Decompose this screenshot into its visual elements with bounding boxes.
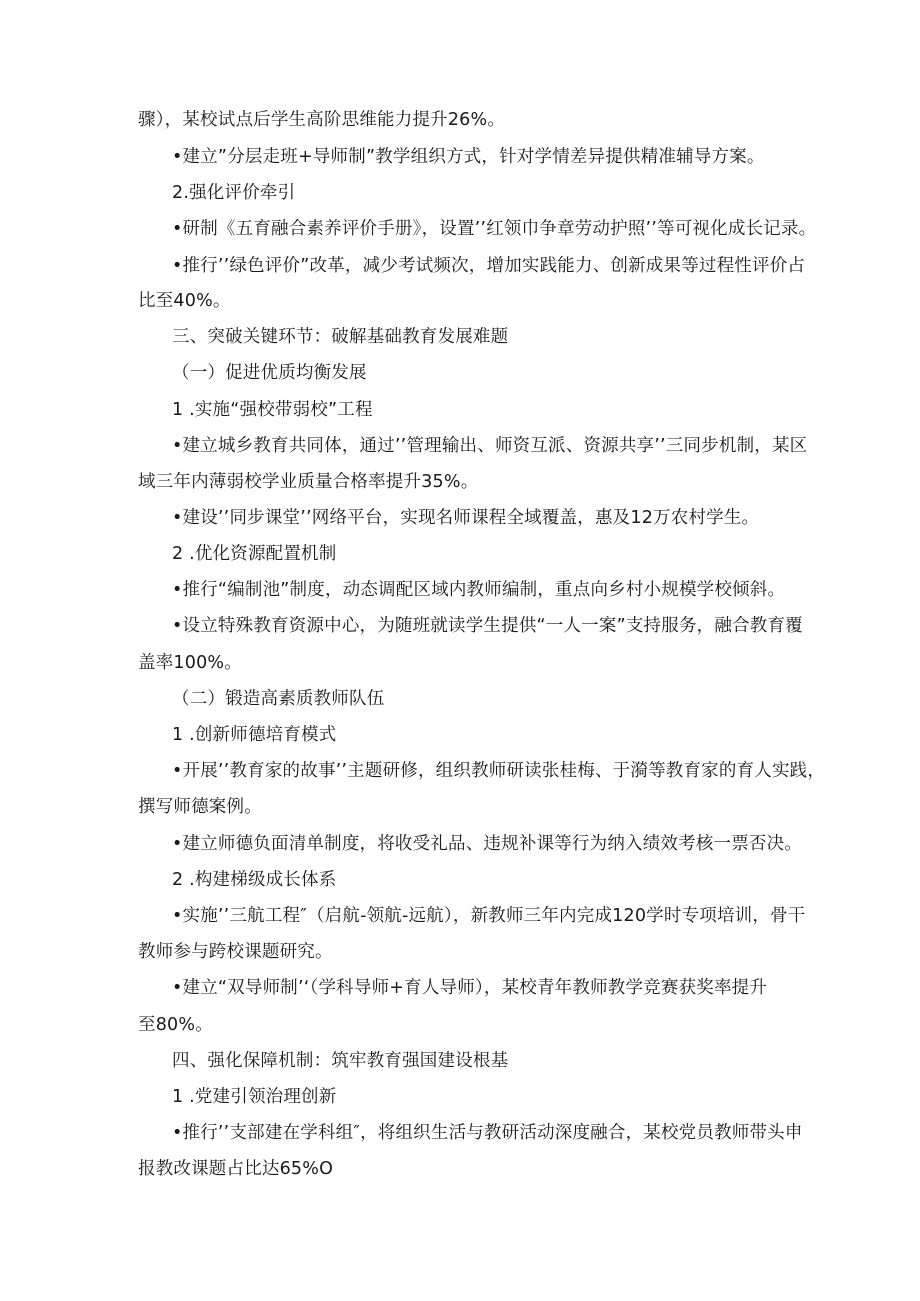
bullet-item: •研制《五育融合素养评价手册》，设置’’红领巾争章劳动护照’’等可视化成长记录。 xyxy=(172,219,817,239)
paragraph-line: 报教改课题占比达65%O xyxy=(138,1159,334,1179)
subsection-heading: （一）促进优质均衡发展 xyxy=(172,363,367,383)
subsection-heading: 2 .优化资源配置机制 xyxy=(172,544,337,564)
section-heading: 三、突破关键环节：破解基础教育发展难题 xyxy=(172,327,509,347)
subsection-heading: 2.强化评价牵引 xyxy=(172,183,296,203)
bullet-item: •建立“双导师制’‘（学科导师+育人导师），某校青年教师教学竞赛获奖率提升 xyxy=(172,978,768,998)
subsection-heading: （二）锻造高素质教师队伍 xyxy=(172,689,385,709)
bullet-item: •推行“编制池”制度，动态调配区域内教师编制，重点向乡村小规模学校倾斜。 xyxy=(172,580,786,600)
subsection-heading: 1 .实施“强校带弱校”工程 xyxy=(172,400,373,420)
section-heading: 四、强化保障机制：筑牢教育强国建设根基 xyxy=(172,1051,509,1071)
subsection-heading: 1 .党建引领治理创新 xyxy=(172,1087,337,1107)
paragraph-line: 比至40%。 xyxy=(138,291,231,311)
paragraph-line: 至80%。 xyxy=(138,1015,213,1035)
bullet-item: •实施’’三航工程″（启航-领航-远航），新教师三年内完成120学时专项培训，骨干 xyxy=(172,906,806,926)
paragraph-line: 盖率100%。 xyxy=(138,653,242,673)
bullet-item: •推行’’支部建在学科组″，将组织生活与教研活动深度融合，某校党员教师带头申 xyxy=(172,1123,803,1143)
bullet-item: •建立”分层走班+导师制”教学组织方式，针对学情差异提供精准辅导方案。 xyxy=(172,147,765,167)
paragraph-line: 骤），某校试点后学生高阶思维能力提升26%。 xyxy=(138,110,506,130)
bullet-item: •建立城乡教育共同体，通过’’管理输出、师资互派、资源共享’’三同步机制，某区 xyxy=(172,436,808,456)
bullet-item: •设立特殊教育资源中心，为随班就读学生提供“一人一案”支持服务，融合教育覆 xyxy=(172,616,803,636)
bullet-item: •建设’’同步课堂’’网络平台，实现名师课程全域覆盖，惠及12万农村学生。 xyxy=(172,508,760,528)
subsection-heading: 1 .创新师德培育模式 xyxy=(172,725,337,745)
bullet-item: •推行’’绿色评价”改革，减少考试频次，增加实践能力、创新成果等过程性评价占 xyxy=(172,256,806,276)
paragraph-line: 撰写师德案例。 xyxy=(138,797,262,817)
bullet-item: •开展’’教育家的故事’’主题研修，组织教师研读张桂梅、于漪等教育家的育人实践， xyxy=(172,761,826,781)
subsection-heading: 2 .构建梯级成长体系 xyxy=(172,870,337,890)
paragraph-line: 域三年内薄弱校学业质量合格率提升35%。 xyxy=(138,472,479,492)
bullet-item: •建立师德负面清单制度，将收受礼品、违规补课等行为纳入绩效考核一票否决。 xyxy=(172,834,803,854)
paragraph-line: 教师参与跨校课题研究。 xyxy=(138,942,333,962)
